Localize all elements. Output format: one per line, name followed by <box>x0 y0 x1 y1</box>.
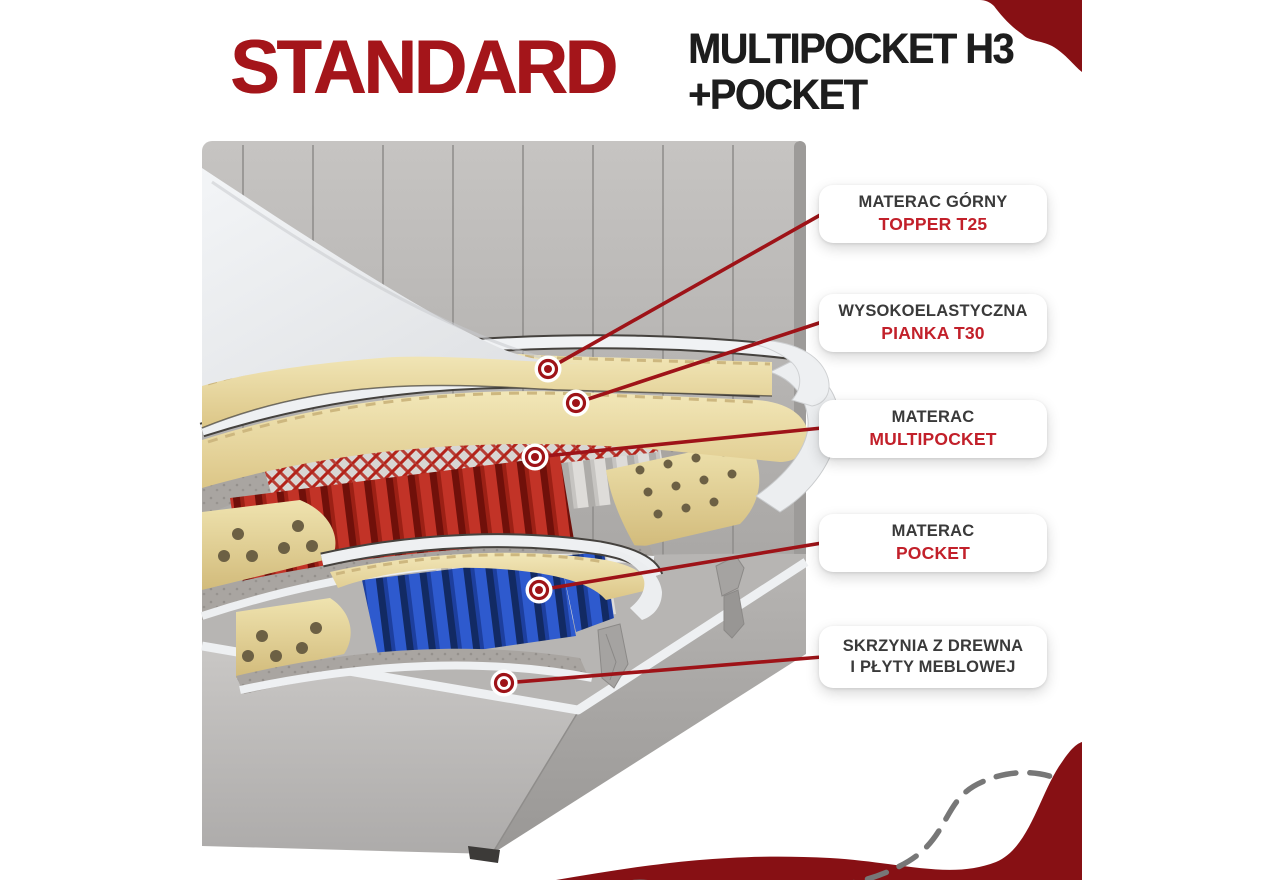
label-card-box <box>819 626 1047 688</box>
callout-dot <box>522 444 549 471</box>
label-line-2: MULTIPOCKET <box>869 429 997 449</box>
callout-dot <box>535 356 562 383</box>
label-line-1: SKRZYNIA Z DREWNA <box>842 637 1024 655</box>
callout-dot <box>526 577 553 604</box>
label-line-2: PIANKA T30 <box>881 323 985 343</box>
callout-dot <box>563 390 590 417</box>
subtitle-line-1: MULTIPOCKET H3 <box>688 25 1014 73</box>
label-line-1: MATERAC <box>891 408 975 426</box>
callout-dot <box>491 670 518 697</box>
label-card-multipocket <box>819 400 1047 458</box>
label-card-pocket <box>819 514 1047 572</box>
label-line-2: POCKET <box>895 543 971 563</box>
label-line-1: WYSOKOELASTYCZNA <box>838 302 1028 320</box>
label-line-1: MATERAC <box>891 522 975 540</box>
label-card-foam <box>819 294 1047 352</box>
label-line-2: I PŁYTY MEBLOWEJ <box>850 658 1016 676</box>
label-line-2: TOPPER T25 <box>878 214 988 234</box>
page-subtitle <box>688 26 1013 118</box>
label-card-topper <box>819 185 1047 243</box>
subtitle-line-2: +POCKET <box>688 71 867 119</box>
page-title: STANDARD <box>230 25 615 110</box>
label-line-1: MATERAC GÓRNY <box>858 193 1008 211</box>
